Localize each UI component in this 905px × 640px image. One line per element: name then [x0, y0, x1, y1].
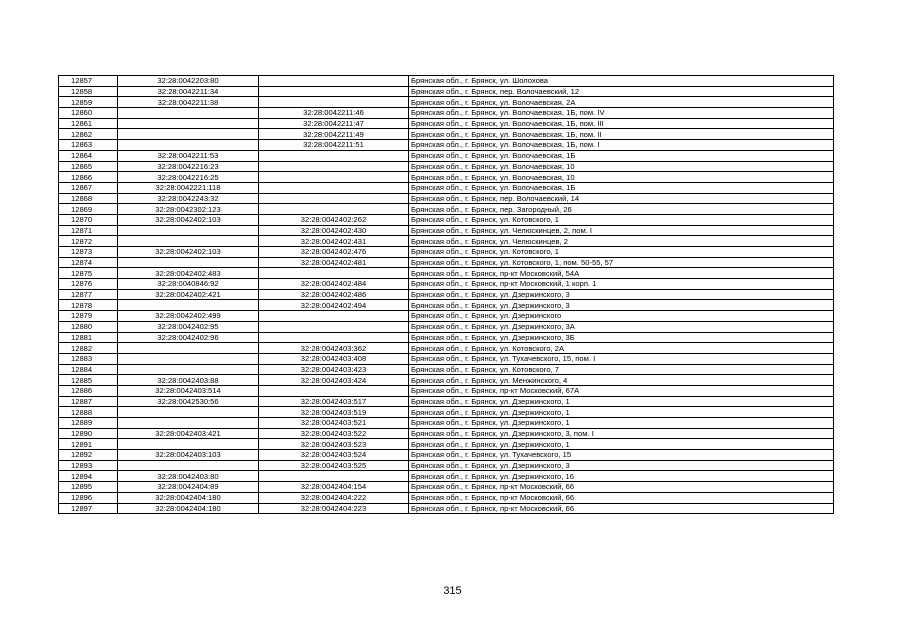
- address-cell: Брянская обл., г. Брянск, ул. Дзержинского, 1: [409, 396, 834, 407]
- address-cell: Брянская обл., г. Брянск, ул. Дзержинского, 3: [409, 289, 834, 300]
- object-cadastral-number-cell: [259, 204, 409, 215]
- object-cadastral-number-cell: [259, 86, 409, 97]
- cadastral-number-cell: [118, 129, 259, 140]
- row-number-cell: 12867: [59, 182, 118, 193]
- cadastral-number-cell: [118, 118, 259, 129]
- table-row: [59, 172, 834, 183]
- row-number-cell: 12873: [59, 247, 118, 258]
- table-row: [59, 182, 834, 193]
- cadastral-number-cell: 32:28:0042404:89: [118, 482, 259, 493]
- cadastral-number-cell: [118, 460, 259, 471]
- object-cadastral-number-cell: 32:28:0042403:424: [259, 375, 409, 386]
- table-row: [59, 161, 834, 172]
- row-number-cell: 12876: [59, 279, 118, 290]
- address-cell: Брянская обл., г. Брянск, ул. Волочаевская, 1Б: [409, 182, 834, 193]
- row-number-cell: 12863: [59, 140, 118, 151]
- address-cell: Брянская обл., г. Брянск, пр-кт Московский, 66: [409, 482, 834, 493]
- table-row: [59, 236, 834, 247]
- table-row: [59, 150, 834, 161]
- cadastral-number-cell: 32:28:0042403:103: [118, 450, 259, 461]
- object-cadastral-number-cell: [259, 311, 409, 322]
- address-cell: Брянская обл., г. Брянск, ул. Челюскинцев, 2: [409, 236, 834, 247]
- cadastral-number-cell: 32:28:0042203:80: [118, 76, 259, 87]
- table-row: [59, 214, 834, 225]
- cadastral-number-cell: 32:28:0042221:118: [118, 182, 259, 193]
- object-cadastral-number-cell: 32:28:0042403:423: [259, 364, 409, 375]
- row-number-cell: 12888: [59, 407, 118, 418]
- cadastral-number-cell: 32:28:0042402:421: [118, 289, 259, 300]
- cadastral-number-cell: 32:28:0042216:25: [118, 172, 259, 183]
- address-cell: Брянская обл., г. Брянск, ул. Котовского, 1: [409, 214, 834, 225]
- object-cadastral-number-cell: [259, 268, 409, 279]
- cadastral-number-cell: [118, 108, 259, 119]
- row-number-cell: 12877: [59, 289, 118, 300]
- table-row: [59, 332, 834, 343]
- table-row: [59, 140, 834, 151]
- table-row: [59, 407, 834, 418]
- table-row: [59, 257, 834, 268]
- address-cell: Брянская обл., г. Брянск, ул. Челюскинцев, 2, пом. I: [409, 225, 834, 236]
- address-cell: Брянская обл., г. Брянск, ул. Дзержинского, 3: [409, 460, 834, 471]
- table-row: [59, 503, 834, 514]
- address-cell: Брянская обл., г. Брянск, ул. Волочаевская, 10: [409, 161, 834, 172]
- table-row: [59, 492, 834, 503]
- object-cadastral-number-cell: 32:28:0042403:362: [259, 343, 409, 354]
- table-row: [59, 76, 834, 87]
- table-row: [59, 268, 834, 279]
- object-cadastral-number-cell: 32:28:0042403:517: [259, 396, 409, 407]
- table-body: [59, 76, 834, 514]
- table-row: [59, 471, 834, 482]
- address-cell: Брянская обл., г. Брянск, ул. Котовского, 2А: [409, 343, 834, 354]
- row-number-cell: 12869: [59, 204, 118, 215]
- address-cell: Брянская обл., г. Брянск, ул. Волочаевская, 1Б, пом. IV: [409, 108, 834, 119]
- object-cadastral-number-cell: 32:28:0042403:524: [259, 450, 409, 461]
- cadastral-number-cell: 32:28:0042402:95: [118, 321, 259, 332]
- address-cell: Брянская обл., г. Брянск, ул. Волочаевская, 2А: [409, 97, 834, 108]
- object-cadastral-number-cell: 32:28:0042403:525: [259, 460, 409, 471]
- address-cell: Брянская обл., г. Брянск, пер. Загородный, 26: [409, 204, 834, 215]
- row-number-cell: 12865: [59, 161, 118, 172]
- cadastral-number-cell: [118, 257, 259, 268]
- table-row: [59, 439, 834, 450]
- table-row: [59, 375, 834, 386]
- address-cell: Брянская обл., г. Брянск, ул. Дзержинского, 1: [409, 439, 834, 450]
- row-number-cell: 12872: [59, 236, 118, 247]
- cadastral-number-cell: [118, 140, 259, 151]
- object-cadastral-number-cell: 32:28:0042211:46: [259, 108, 409, 119]
- table-row: [59, 279, 834, 290]
- row-number-cell: 12890: [59, 428, 118, 439]
- row-number-cell: 12861: [59, 118, 118, 129]
- address-cell: Брянская обл., г. Брянск, ул. Волочаевская, 1Б, пом. III: [409, 118, 834, 129]
- cadastral-number-cell: 32:28:0042243:32: [118, 193, 259, 204]
- row-number-cell: 12883: [59, 353, 118, 364]
- address-cell: Брянская обл., г. Брянск, ул. Дзержинского, 16: [409, 471, 834, 482]
- cadastral-number-cell: 32:28:0042404:180: [118, 492, 259, 503]
- object-cadastral-number-cell: 32:28:0042402:262: [259, 214, 409, 225]
- object-cadastral-number-cell: 32:28:0042402:430: [259, 225, 409, 236]
- row-number-cell: 12886: [59, 385, 118, 396]
- cadastral-number-cell: [118, 225, 259, 236]
- table-row: [59, 225, 834, 236]
- row-number-cell: 12857: [59, 76, 118, 87]
- address-cell: Брянская обл., г. Брянск, ул. Тухачевского, 15: [409, 450, 834, 461]
- object-cadastral-number-cell: 32:28:0042211:49: [259, 129, 409, 140]
- table-row: [59, 343, 834, 354]
- object-cadastral-number-cell: [259, 321, 409, 332]
- table-row: [59, 364, 834, 375]
- row-number-cell: 12895: [59, 482, 118, 493]
- cadastral-number-cell: 32:28:0042402:96: [118, 332, 259, 343]
- cadastral-number-cell: 32:28:0042211:34: [118, 86, 259, 97]
- object-cadastral-number-cell: 32:28:0042402:494: [259, 300, 409, 311]
- address-cell: Брянская обл., г. Брянск, ул. Котовского, 7: [409, 364, 834, 375]
- address-cell: Брянская обл., г. Брянск, пер. Волочаевский, 12: [409, 86, 834, 97]
- cadastral-number-cell: 32:28:0042402:103: [118, 214, 259, 225]
- cadastral-number-cell: [118, 353, 259, 364]
- row-number-cell: 12874: [59, 257, 118, 268]
- cadastral-table: [58, 75, 834, 514]
- cadastral-number-cell: 32:28:0040846:92: [118, 279, 259, 290]
- address-cell: Брянская обл., г. Брянск, ул. Тухачевского, 15, пом. I: [409, 353, 834, 364]
- address-cell: Брянская обл., г. Брянск, ул. Волочаевская, 1Б, пом. I: [409, 140, 834, 151]
- cadastral-number-cell: 32:28:0042302:123: [118, 204, 259, 215]
- object-cadastral-number-cell: 32:28:0042403:522: [259, 428, 409, 439]
- row-number-cell: 12893: [59, 460, 118, 471]
- row-number-cell: 12880: [59, 321, 118, 332]
- row-number-cell: 12870: [59, 214, 118, 225]
- table-row: [59, 300, 834, 311]
- row-number-cell: 12881: [59, 332, 118, 343]
- address-cell: Брянская обл., г. Брянск, ул. Дзержинского, 3, пом. I: [409, 428, 834, 439]
- address-cell: Брянская обл., г. Брянск, ул. Менжинского, 4: [409, 375, 834, 386]
- address-cell: Брянская обл., г. Брянск, ул. Котовского, 1: [409, 247, 834, 258]
- row-number-cell: 12871: [59, 225, 118, 236]
- address-cell: Брянская обл., г. Брянск, пр-кт Московский, 66: [409, 503, 834, 514]
- object-cadastral-number-cell: [259, 385, 409, 396]
- row-number-cell: 12887: [59, 396, 118, 407]
- address-cell: Брянская обл., г. Брянск, пр-кт Московский, 1 корп. 1: [409, 279, 834, 290]
- address-cell: Брянская обл., г. Брянск, ул. Волочаевская, 1Б, пом. II: [409, 129, 834, 140]
- table-row: [59, 289, 834, 300]
- row-number-cell: 12889: [59, 418, 118, 429]
- object-cadastral-number-cell: 32:28:0042403:523: [259, 439, 409, 450]
- object-cadastral-number-cell: 32:28:0042211:51: [259, 140, 409, 151]
- row-number-cell: 12868: [59, 193, 118, 204]
- cadastral-number-cell: 32:28:0042216:23: [118, 161, 259, 172]
- object-cadastral-number-cell: [259, 471, 409, 482]
- table-row: [59, 247, 834, 258]
- row-number-cell: 12860: [59, 108, 118, 119]
- object-cadastral-number-cell: [259, 150, 409, 161]
- row-number-cell: 12891: [59, 439, 118, 450]
- row-number-cell: 12885: [59, 375, 118, 386]
- address-cell: Брянская обл., г. Брянск, ул. Дзержинского, 1: [409, 407, 834, 418]
- table-row: [59, 118, 834, 129]
- table-row: [59, 418, 834, 429]
- row-number-cell: 12897: [59, 503, 118, 514]
- object-cadastral-number-cell: [259, 182, 409, 193]
- address-cell: Брянская обл., г. Брянск, пр-кт Московский, 54А: [409, 268, 834, 279]
- table-row: [59, 428, 834, 439]
- object-cadastral-number-cell: 32:28:0042402:431: [259, 236, 409, 247]
- address-cell: Брянская обл., г. Брянск, пр-кт Московский, 66: [409, 492, 834, 503]
- object-cadastral-number-cell: [259, 97, 409, 108]
- page-number: 315: [443, 585, 462, 597]
- object-cadastral-number-cell: 32:28:0042403:519: [259, 407, 409, 418]
- table-row: [59, 353, 834, 364]
- address-cell: Брянская обл., г. Брянск, ул. Дзержинского, 3: [409, 300, 834, 311]
- table-row: [59, 396, 834, 407]
- table-row: [59, 97, 834, 108]
- row-number-cell: 12858: [59, 86, 118, 97]
- table-row: [59, 193, 834, 204]
- cadastral-number-cell: 32:28:0042403:88: [118, 375, 259, 386]
- table-row: [59, 86, 834, 97]
- object-cadastral-number-cell: 32:28:0042402:486: [259, 289, 409, 300]
- cadastral-number-cell: 32:28:0042403:80: [118, 471, 259, 482]
- address-cell: Брянская обл., г. Брянск, пер. Волочаевский, 14: [409, 193, 834, 204]
- cadastral-number-cell: 32:28:0042403:421: [118, 428, 259, 439]
- object-cadastral-number-cell: [259, 161, 409, 172]
- cadastral-number-cell: [118, 407, 259, 418]
- object-cadastral-number-cell: 32:28:0042404:154: [259, 482, 409, 493]
- address-cell: Брянская обл., г. Брянск, ул. Дзержинского, 3А: [409, 321, 834, 332]
- cadastral-number-cell: 32:28:0042211:53: [118, 150, 259, 161]
- object-cadastral-number-cell: 32:28:0042402:484: [259, 279, 409, 290]
- cadastral-number-cell: 32:28:0042403:514: [118, 385, 259, 396]
- address-cell: Брянская обл., г. Брянск, пр-кт Московский, 67А: [409, 385, 834, 396]
- address-cell: Брянская обл., г. Брянск, ул. Дзержинского, 3Б: [409, 332, 834, 343]
- object-cadastral-number-cell: 32:28:0042211:47: [259, 118, 409, 129]
- object-cadastral-number-cell: 32:28:0042402:481: [259, 257, 409, 268]
- cadastral-number-cell: 32:28:0042404:180: [118, 503, 259, 514]
- cadastral-number-cell: [118, 300, 259, 311]
- row-number-cell: 12892: [59, 450, 118, 461]
- row-number-cell: 12878: [59, 300, 118, 311]
- row-number-cell: 12896: [59, 492, 118, 503]
- address-cell: Брянская обл., г. Брянск, ул. Волочаевская, 1Б: [409, 150, 834, 161]
- cadastral-number-cell: [118, 418, 259, 429]
- row-number-cell: 12864: [59, 150, 118, 161]
- table-row: [59, 450, 834, 461]
- object-cadastral-number-cell: [259, 76, 409, 87]
- row-number-cell: 12866: [59, 172, 118, 183]
- row-number-cell: 12862: [59, 129, 118, 140]
- row-number-cell: 12882: [59, 343, 118, 354]
- cadastral-number-cell: 32:28:0042402:483: [118, 268, 259, 279]
- address-cell: Брянская обл., г. Брянск, ул. Котовского, 1, пом. 50-55, 57: [409, 257, 834, 268]
- object-cadastral-number-cell: [259, 193, 409, 204]
- address-cell: Брянская обл., г. Брянск, ул. Дзержинского, 1: [409, 418, 834, 429]
- cadastral-number-cell: [118, 439, 259, 450]
- row-number-cell: 12875: [59, 268, 118, 279]
- row-number-cell: 12884: [59, 364, 118, 375]
- cadastral-number-cell: [118, 236, 259, 247]
- table-row: [59, 460, 834, 471]
- address-cell: Брянская обл., г. Брянск, ул. Шолохова: [409, 76, 834, 87]
- object-cadastral-number-cell: 32:28:0042403:408: [259, 353, 409, 364]
- cadastral-number-cell: 32:28:0042402:499: [118, 311, 259, 322]
- object-cadastral-number-cell: 32:28:0042404:223: [259, 503, 409, 514]
- table-row: [59, 311, 834, 322]
- table-row: [59, 321, 834, 332]
- cadastral-number-cell: 32:28:0042402:103: [118, 247, 259, 258]
- object-cadastral-number-cell: 32:28:0042404:222: [259, 492, 409, 503]
- table-row: [59, 482, 834, 493]
- table-row: [59, 204, 834, 215]
- object-cadastral-number-cell: [259, 332, 409, 343]
- object-cadastral-number-cell: [259, 172, 409, 183]
- table-row: [59, 108, 834, 119]
- address-cell: Брянская обл., г. Брянск, ул. Дзержинского: [409, 311, 834, 322]
- object-cadastral-number-cell: 32:28:0042402:476: [259, 247, 409, 258]
- cadastral-number-cell: 32:28:0042530:56: [118, 396, 259, 407]
- address-cell: Брянская обл., г. Брянск, ул. Волочаевская, 10: [409, 172, 834, 183]
- row-number-cell: 12894: [59, 471, 118, 482]
- table-row: [59, 385, 834, 396]
- row-number-cell: 12859: [59, 97, 118, 108]
- cadastral-number-cell: [118, 364, 259, 375]
- object-cadastral-number-cell: 32:28:0042403:521: [259, 418, 409, 429]
- row-number-cell: 12879: [59, 311, 118, 322]
- cadastral-number-cell: [118, 343, 259, 354]
- cadastral-number-cell: 32:28:0042211:38: [118, 97, 259, 108]
- table-row: [59, 129, 834, 140]
